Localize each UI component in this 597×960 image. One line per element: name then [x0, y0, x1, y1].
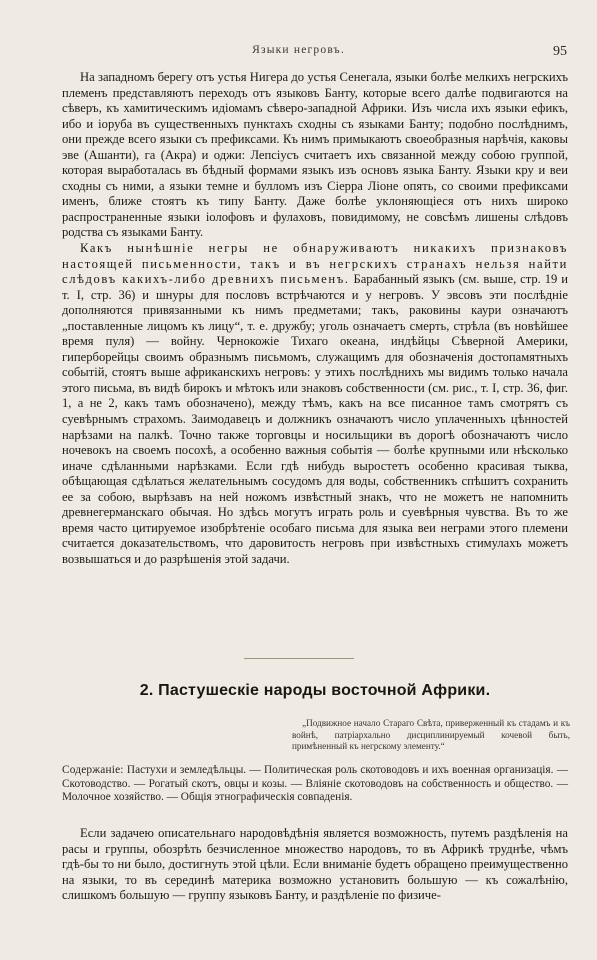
running-head [0, 44, 597, 62]
contents-label: Содержаніе: [62, 764, 124, 776]
epigraph-text: „Подвижное начало Стараго Свѣта, приверженный къ стадамъ и къ войнѣ, патріархально дисциплинируемый кочевой быть, примѣненный къ негрскому элементу.“ [292, 718, 570, 752]
contents-paragraph [62, 764, 568, 805]
body-text [62, 70, 568, 568]
section-heading: 2. Пастушескіе народы восточной Африки. [139, 682, 491, 699]
section-contents [62, 764, 568, 805]
paragraph-western-coast-languages: На западномъ берегу отъ устья Нигера до устья Сенегала, языки болѣе мелкихъ негрскихъ племенъ представляютъ переходъ отъ языковъ Банту, которые всего далѣе подвигаются на сѣверъ, къ хамитическимъ идіомамъ сѣверо-западной Африки. Изъ числа ихъ языки ефикъ, ибо и іоруба въ существенныхъ пунктахъ сходны съ языками Банту; подобно послѣднимъ, они прежде всего языки съ префиксами. Къ нимъ примыкаютъ своеобразныя нарѣчія, каковы эве (Ашанти), га (Акра) и оджи: Лепсіусъ считаетъ ихъ связанной между собою группой, которая выработалась въ бѣдный формами языкъ изъ основъ языка Банту. Языки кру и веи сходны съ ними, а языки темне и булломъ изъ Сіерра Ліоне опять, со своими префиксами именъ, ближе стоятъ къ типу Банту. Даже болѣе уклоняющіеся отъ нихъ широко распространенные языки іолофовъ и фулаховъ, повидимому, не совсѣмъ лишены слѣдовъ родства съ языками Банту. [62, 70, 568, 240]
epigraph [292, 718, 570, 753]
running-title: Языки негровъ. [252, 44, 345, 56]
spaced-emphasis: Какъ нынѣшніе негры не обнаруживаютъ никакихъ признаковъ настоящей письменности, такъ и въ негрскихъ странахъ нельзя найти слѣдовъ какихъ-либо древнихъ письменъ. [62, 241, 568, 287]
section-divider [244, 658, 354, 659]
section-intro-paragraph: Если задачею описательнаго народовѣдѣнія является возможность, путемъ раздѣленія на расы и группы, обозрѣть безчисленное множество народовъ, то въ Африкѣ труднѣе, чѣмъ гдѣ-бы то ни было, достигнуть этой цѣли. Если вниманіе будетъ обращено преимущественно на языки, то въ серединѣ материка возможно установить большую — къ сожалѣнію, слишкомъ большую — группу языковъ Банту, и раздѣленіе по физиче- [62, 826, 568, 903]
section-intro [62, 826, 568, 904]
paragraph-writing-text: Барабанный языкъ (см. выше, стр. 19 и т. I, стр. 36) и шнуры для пословъ встрѣчаются и у негровъ. У эвсовъ эти послѣдніе дополняются привязанными къ нимъ предметами; такъ, раковины каури означаютъ „поставленные лицомъ къ лицу“, т. е. дружбу; уголь означаетъ смерть, стрѣла (въ новѣйшее время пуля) — войну. Чернокожіе Тихаго океана, индѣйцы Сѣверной Америки, гиперборейцы своимъ образнымъ письмомъ, служащимъ для обозначенія достопамятныхъ событій, стоятъ выше африканскихъ негровъ: у этихъ послѣднихъ мы видимъ только начала этого письма, въ видѣ бирокъ и мѣтокъ или знаковъ собственности (см. рис., т. I, стр. 36, фиг. 1, а не 2, какъ тамъ обозначено), между тѣмъ, какъ на все писанное тамъ смотрятъ съ суевѣрнымъ страхомъ. Заимодавецъ и должникъ означаютъ число уплаченныхъ цѣнностей нарѣзами на палкѣ. Точно также торговцы и носильщики въ дорогѣ обозначаютъ число ночевокъ на своемъ посохѣ, а особенно важныя событія — болѣе крупными или нѣсколько иначе сдѣланными нарѣзками. Если гдѣ нибудь выростетъ особенно красивая тыква, обѣщающая сдѣлаться желательнымъ сосудомъ для воды, собственникъ спѣшитъ сохранить ее за собою, вырѣзавъ на ней ножомъ извѣстный знакъ, что не можетъ не напомнить древнегерманскаго обычая. Но здѣсь могутъ играть роль и суевѣрныя чувства. Въ то же время часто цитируемое изобрѣтеніе особаго письма для языка веи неграми этого племени считается доказательствомъ, что даровитость негровъ при извѣстныхъ стимулахъ можетъ возвышаться и до разрѣшенія этой задачи. [62, 272, 568, 566]
contents-text: Пастухи и земледѣльцы. — Политическая роль скотоводовъ и ихъ военная организація. — Скотоводство. — Рогатый скотъ, овцы и козы. — Вліяніе скотоводовъ на собственность и общество. — Молочное хозяйство. — Общія этнографическія совпаденія. [62, 764, 568, 804]
paragraph-writing [62, 241, 568, 567]
page-number: 95 [553, 44, 567, 59]
